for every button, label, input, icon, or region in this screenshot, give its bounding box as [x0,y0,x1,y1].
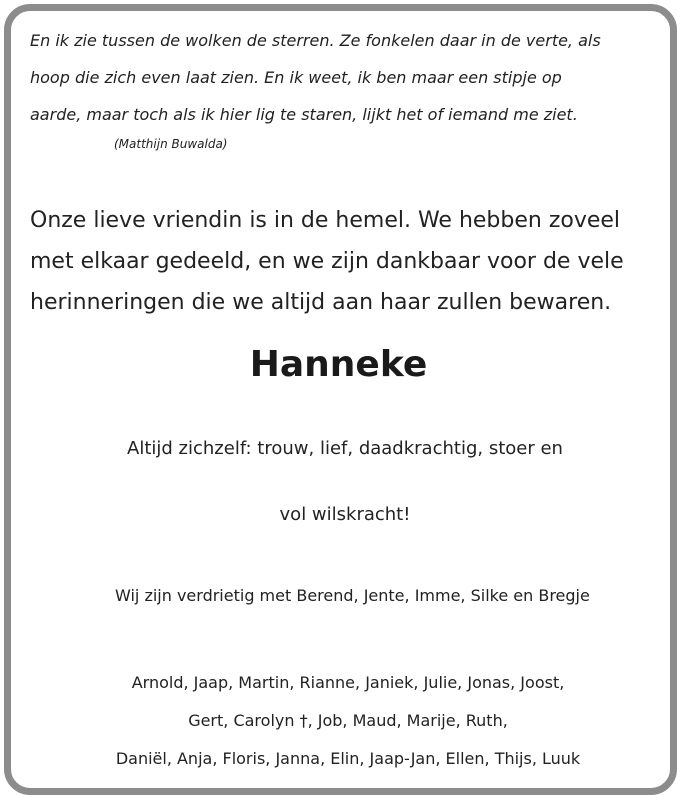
intro-line: met elkaar gedeeld, en we zijn dankbaar voor de vele [30,249,624,274]
poem-line: aarde, maar toch als ik hier lig te staren, lijkt het of iemand me ziet. [30,105,578,124]
poem-line: En ik zie tussen de wolken de sterren. Ze fonkelen daar in de verte, als [30,31,601,50]
poem [30,22,660,133]
friends-line: Arnold, Jaap, Martin, Rianne, Janiek, Julie, Jonas, Joost, [131,673,565,692]
deceased-name: Hanneke [249,344,428,385]
description-line-2: vol wilskracht! [279,504,411,525]
intro-line: herinneringen die we altijd aan haar zullen bewaren. [30,290,612,315]
poem-line: hoop die zich even laat zien. En ik weet, ik ben maar een stipje op [30,68,562,87]
friends-list [0,664,677,778]
intro-text [30,200,660,323]
friends-line: Daniël, Anja, Floris, Janna, Elin, Jaap-Jan, Ellen, Thijs, Luuk [115,749,581,768]
poem-author: (Matthijn Buwalda) [114,137,228,151]
intro-line: Onze lieve vriendin is in de hemel. We hebben zoveel [30,208,621,233]
friends-line: Gert, Carolyn †, Job, Maud, Marije, Ruth, [188,711,508,730]
family-mourners: Wij zijn verdrietig met Berend, Jente, Imme, Silke en Bregje [115,586,590,605]
description-line-1: Altijd zichzelf: trouw, lief, daadkrachtig, stoer en [127,438,563,459]
